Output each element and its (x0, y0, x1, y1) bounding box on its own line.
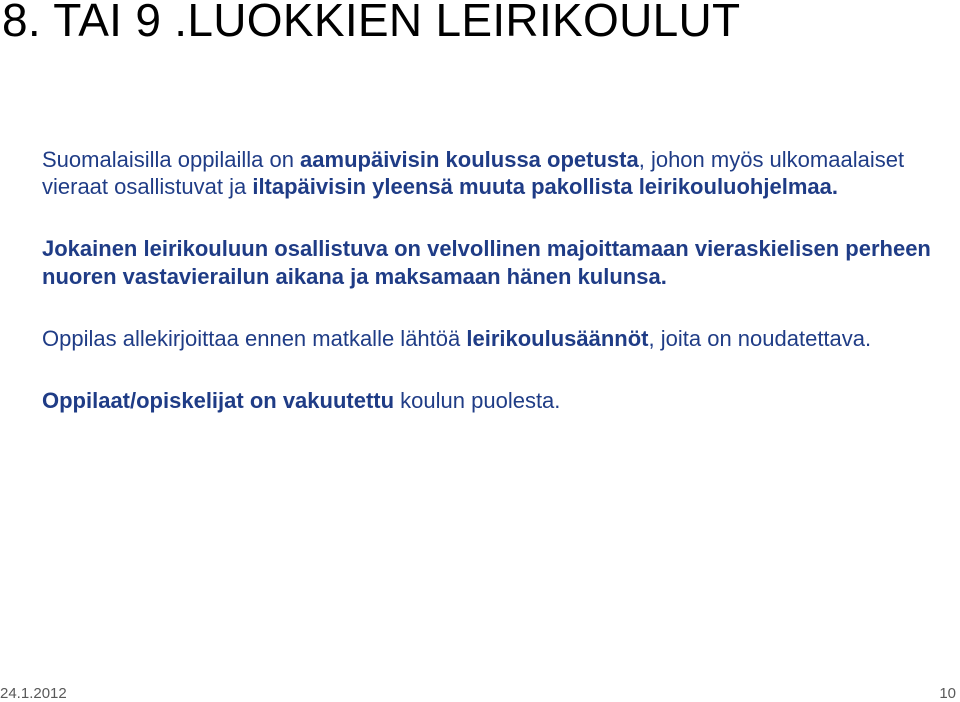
text-segment: koulun puolesta. (394, 388, 561, 413)
text-segment-bold: leirikoulusäännöt (466, 326, 649, 351)
footer-date: 24.1.2012 (0, 685, 67, 702)
text-segment-bold: Oppilaat/opiskelijat on vakuutettu (42, 388, 395, 413)
paragraph-insurance (42, 387, 942, 414)
text-segment-bold: aamupäivisin koulussa opetusta (300, 147, 639, 172)
text-segment-bold: Jokainen leirikouluun osallistuva on velvollinen majoittamaan vieraskielisen perheen nuoren vastavierailun aikana ja maksamaan hänen kulunsa. (42, 236, 931, 289)
paragraph-schedule (42, 146, 942, 200)
slide-body (42, 146, 942, 414)
paragraph-rules (42, 325, 942, 352)
text-segment: , johon myös ulkomaalaiset vieraat osallistuvat ja (42, 147, 905, 199)
paragraph-hosting-obligation (42, 235, 942, 290)
slide-title: 8. TAI 9 .LUOKKIEN LEIRIKOULUT (2, 0, 741, 46)
text-segment: , joita on noudatettava. (648, 326, 872, 351)
text-segment: Oppilas allekirjoittaa ennen matkalle lähtöä (42, 326, 467, 351)
text-segment: Suomalaisilla oppilailla on (42, 147, 301, 172)
text-segment-bold: iltapäivisin yleensä muuta pakollista leirikouluohjelmaa. (252, 174, 838, 199)
footer-page-number: 10 (939, 685, 956, 702)
